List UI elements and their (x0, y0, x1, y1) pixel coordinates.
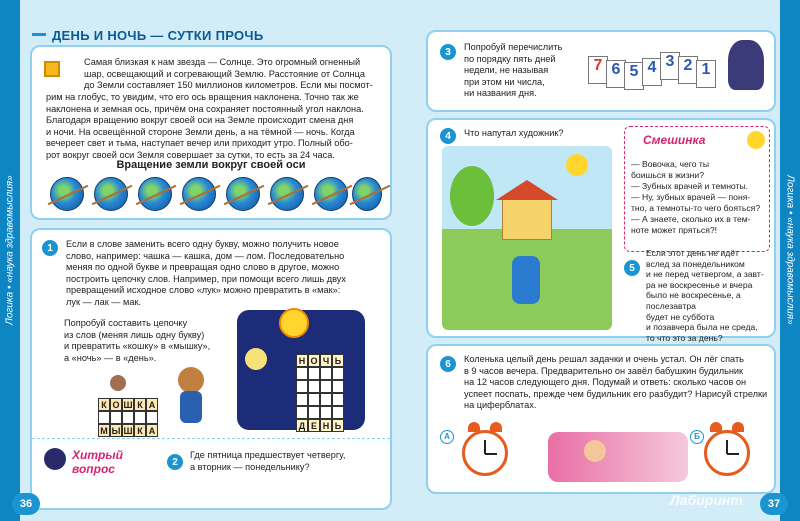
sun-icon (279, 308, 309, 338)
earth-icon (226, 177, 260, 211)
crow-icon (44, 448, 66, 470)
moon-icon (245, 348, 267, 370)
intro-text: Самая близкая к нам звезда — Солнце. Это огромный огненный шар, освещающий и согревающий Землю. Расстояние от Солнца до Земли составляет 150 миллионов километров. Если мы посмот- (84, 57, 373, 91)
roof (496, 180, 558, 200)
house (502, 196, 552, 240)
task-1-prompt: Попробуй составить цепочку из слов (меняя лишь одну букву) и превратить «кошку» в «мышку», а «ночь» — в «день». (64, 318, 211, 363)
task-2-text: Где пятница предшествует четвергу, а вторник — понедельнику? (190, 450, 346, 472)
earth-icon (352, 177, 382, 211)
right-spine (780, 0, 800, 521)
spine-text-left: Логика • «наука здравомыслия» (4, 175, 16, 325)
clock-face-a[interactable] (462, 430, 508, 476)
smiley-icon (747, 131, 765, 149)
spine-text-right: Логика • «наука здравомыслия» (784, 175, 796, 325)
earth-icon (138, 177, 172, 211)
joke-box (624, 126, 770, 252)
task-number: 6 (440, 356, 456, 372)
task-6-text: Коленька целый день решал задачки и очень устал. Он лёг спать в 9 часов вечера. Предварительно он завёл бабушкин будильник на 12 часов следующего дня. Подумай и ответь: сколько часов он успеет поспать, прежде чем будильник его разбудит? Нарисуй стрелки на циферблатах. (464, 354, 768, 411)
boy-figure (512, 256, 540, 304)
earth-caption: Вращение земли вокруг своей оси (116, 159, 306, 171)
task-number: 5 (624, 260, 640, 276)
intro-text-cont: рим на глобус, то увидим, что его ось вращения наклонена. Точно так же наклонена и земная ось, причём она сохраняет постоянный угол наклона. Благодаря вращению вокруг своей оси на Земле происходит смена дня и ночи. На освещённой стороне Земли день, а на тёмной — ночь. Когда вечереет свет и тьма, наступает вечер или приходит утро. Полный обо- рот вокруг своей оси Земля совершает за сутки, то есть за 24 часа. (46, 92, 364, 160)
task-1-text: Если в слове заменить всего одну букву, можно получить новое слово, например: чашка — кашка, дом — лом. Последовательно меняя по одной букве и превращая одно слово в другое, можно построить цепочку слов. Например, при помощи всего лишь двух превращений исходное слово «лук» можно превратить в «мак»: лук — лак — мак. (66, 239, 346, 307)
task-5-text: Если этот день не идёт вслед за понедельником и не перед четвергом, а завт- ра не воскресенье и вчера было не воскресенье, а послезавтра будет не суббота и позавчера была не среда, то что это за день? (646, 248, 764, 343)
tricky-question-label: Хитрый вопрос (72, 448, 123, 476)
book-icon (44, 61, 60, 77)
page-number: 37 (760, 493, 788, 515)
boy-head (584, 440, 606, 462)
sleeping-boy-illustration (548, 432, 688, 482)
mouse-icon (110, 375, 126, 391)
earth-icon (270, 177, 304, 211)
intro-card (30, 45, 392, 220)
earth-icon (182, 177, 216, 211)
task-6-card (426, 344, 776, 494)
cat-icon (178, 367, 204, 393)
left-spine (0, 0, 20, 521)
clock-face-b[interactable] (704, 430, 750, 476)
calendar-illustration: 7 6 5 4 3 2 1 (588, 42, 718, 102)
cat-body (180, 391, 202, 423)
title-bullet (32, 33, 46, 36)
clock-label-a: А (440, 430, 454, 444)
joke-title: Смешинка (643, 133, 706, 147)
clock-label-b: Б (690, 430, 704, 444)
tree (450, 166, 494, 226)
task-4-card (426, 118, 776, 343)
sun-icon (566, 154, 588, 176)
page-number: 36 (12, 493, 40, 515)
page-title: ДЕНЬ И НОЧЬ — СУТКИ ПРОЧЬ (52, 28, 264, 43)
divider (32, 438, 390, 439)
task-3-card (426, 30, 776, 112)
watermark: Лабиринт (670, 492, 743, 508)
task-number: 1 (42, 240, 58, 256)
task-3-text: Попробуй перечислить по порядку пять дней недели, не называя при этом ни числа, ни названия дня. (464, 42, 563, 99)
crow-icon (728, 40, 764, 90)
task-number: 2 (167, 454, 183, 470)
earth-icon (94, 177, 128, 211)
task-number: 3 (440, 44, 456, 60)
task-number: 4 (440, 128, 456, 144)
artist-mistakes-picture (442, 146, 612, 330)
task-4-text: Что напутал художник? (464, 128, 564, 138)
right-page (400, 0, 780, 521)
left-page (20, 0, 400, 521)
task-1-card: 1 Если в слове заменить всего одну букву, можно получить новое слово, например: чашка — кашка, дом — лом. Последовательно меняя по одной букве и превращая одно слово в другое, можно построить цепочку слов. Например, при помощи всего лишь двух превращений исходное слово «лук» можно превратить в «мак»: лук — лак — мак. Попробуй составить цепочку из слов (меняя лишь одну букву) и превратить «кошку» в «мышку», а «ночь» — в «день». К О Ш К А М Ы Ш К А Н О Ч Ь Д Е Н Ь Хитрый вопрос 2 Где пятница предшествует четвергу, а вторник — понедельнику? (30, 228, 392, 510)
joke-text: — Вовочка, чего ты боишься в жизни? — Зубных врачей и темноты. — Ну, зубных врачей — поня- тно, а темноты-то чего бояться? — А знаете, сколько их в тем- ноте может пряться?! (631, 159, 761, 235)
earth-icon (314, 177, 348, 211)
earth-icon (50, 177, 84, 211)
